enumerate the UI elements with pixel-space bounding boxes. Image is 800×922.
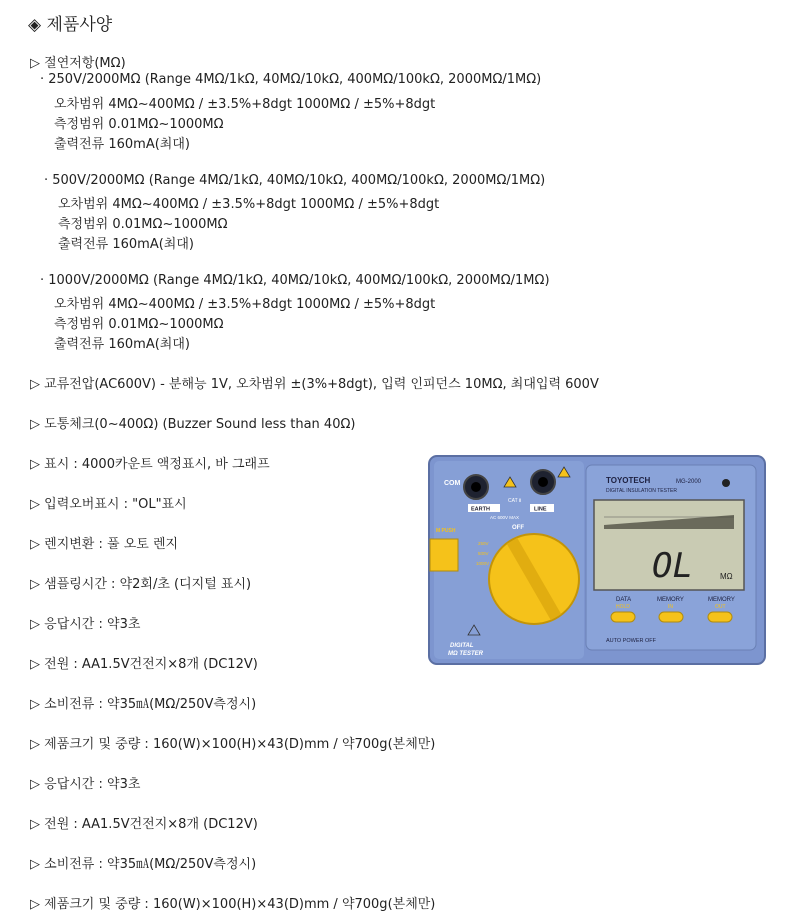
- insulation-tester-image: [428, 455, 766, 665]
- earth-label: EARTH: [471, 506, 490, 513]
- spec-range-switch: ▷ 렌지변환 : 풀 오토 렌지: [30, 537, 179, 552]
- model-label: MG-2000: [676, 479, 702, 485]
- com-label: COM: [444, 480, 461, 487]
- spec-sampling: ▷ 샘플링시간 : 약2회/초 (디지털 표시): [30, 577, 252, 592]
- memory-in-label: MEMORY: [657, 597, 684, 603]
- cat-label: CAT Ⅱ: [508, 498, 522, 504]
- memory-out-label: MEMORY: [708, 597, 735, 603]
- memory-in-button: [659, 612, 683, 622]
- off-label: OFF: [512, 525, 524, 531]
- spec-power: ▷ 전원 : AA1.5V건전지×8개 (DC12V): [30, 657, 258, 672]
- insulation-500v-range: 측정범위 0.01MΩ~1000MΩ: [58, 217, 228, 232]
- spec-size-weight: ▷ 제품크기 및 중량 : 160(W)×100(H)×43(D)mm / 약700g(본체만): [30, 737, 436, 752]
- spec-power-2: ▷ 전원 : AA1.5V건전지×8개 (DC12V): [30, 817, 258, 832]
- spec-consumption: ▷ 소비전류 : 약35㎃(MΩ/250V측정시): [30, 697, 257, 712]
- insulation-250v-current: 출력전류 160mA(최대): [54, 137, 190, 152]
- indicator-light-icon: [722, 479, 730, 487]
- tester-label: MΩ TESTER: [448, 651, 484, 657]
- data-hold-button: [611, 612, 635, 622]
- insulation-1000v-current: 출력전류 160mA(최대): [54, 337, 190, 352]
- insulation-1000v-range: 측정범위 0.01MΩ~1000MΩ: [54, 317, 224, 332]
- insulation-250v-error: 오차범위 4MΩ~400MΩ / ±3.5%+8dgt 1000MΩ / ±5%+8dgt: [54, 97, 436, 112]
- insulation-250v-range: 측정범위 0.01MΩ~1000MΩ: [54, 117, 224, 132]
- v250-label: 250V: [478, 541, 489, 546]
- data-label: DATA: [616, 597, 632, 603]
- v1000-label: 1000V: [476, 561, 490, 566]
- spec-ac-voltage: ▷ 교류전압(AC600V) - 분해능 1V, 오차범위 ±(3%+8dgt), 입력 인피던스 10MΩ, 최대입력 600V: [30, 377, 599, 392]
- spec-overload: ▷ 입력오버표시 : "OL"표시: [30, 497, 187, 512]
- page-title: ◈ 제품사양: [28, 15, 113, 35]
- digital-label: DIGITAL: [450, 643, 474, 649]
- subtitle-label: DIGITAL INSULATION TESTER: [606, 488, 677, 494]
- push-label: M PUSH: [436, 528, 456, 534]
- insulation-500v-head: · 500V/2000MΩ (Range 4MΩ/1kΩ, 40MΩ/10kΩ, 400MΩ/100kΩ, 2000MΩ/1MΩ): [44, 173, 546, 188]
- measure-push-button: [430, 539, 458, 571]
- insulation-heading: ▷ 절연저항(MΩ): [30, 56, 126, 71]
- v500-label: 500V: [478, 551, 489, 556]
- spec-response: ▷ 응답시간 : 약3초: [30, 617, 141, 632]
- brand-label: TOYOTECH: [606, 476, 651, 485]
- spec-continuity: ▷ 도통체크(0~400Ω) (Buzzer Sound less than 40Ω): [30, 417, 356, 432]
- memory-out-sub-label: OUT: [715, 604, 726, 610]
- spec-display: ▷ 표시 : 4000카운트 액정표시, 바 그래프: [30, 457, 270, 472]
- spec-size-weight-2: ▷ 제품크기 및 중량 : 160(W)×100(H)×43(D)mm / 약700g(본체만): [30, 897, 436, 912]
- spec-consumption-2: ▷ 소비전류 : 약35㎃(MΩ/250V측정시): [30, 857, 257, 872]
- line-label: LINE: [534, 506, 547, 513]
- data-sub-label: HOLD: [616, 604, 630, 610]
- insulation-1000v-error: 오차범위 4MΩ~400MΩ / ±3.5%+8dgt 1000MΩ / ±5%+8dgt: [54, 297, 436, 312]
- insulation-500v-error: 오차범위 4MΩ~400MΩ / ±3.5%+8dgt 1000MΩ / ±5%+8dgt: [58, 197, 440, 212]
- ac-label: AC 600V MAX: [490, 515, 520, 520]
- lcd-reading: OL: [652, 546, 693, 586]
- insulation-500v-current: 출력전류 160mA(최대): [58, 237, 194, 252]
- auto-power-off-label: AUTO POWER OFF: [606, 638, 657, 644]
- insulation-1000v-head: · 1000V/2000MΩ (Range 4MΩ/1kΩ, 40MΩ/10kΩ, 400MΩ/100kΩ, 2000MΩ/1MΩ): [40, 273, 550, 288]
- lcd-unit: MΩ: [720, 572, 733, 581]
- spec-response-2: ▷ 응답시간 : 약3초: [30, 777, 141, 792]
- insulation-250v-head: · 250V/2000MΩ (Range 4MΩ/1kΩ, 40MΩ/10kΩ, 400MΩ/100kΩ, 2000MΩ/1MΩ): [40, 72, 542, 87]
- memory-out-button: [708, 612, 732, 622]
- memory-in-sub-label: IN: [668, 604, 673, 610]
